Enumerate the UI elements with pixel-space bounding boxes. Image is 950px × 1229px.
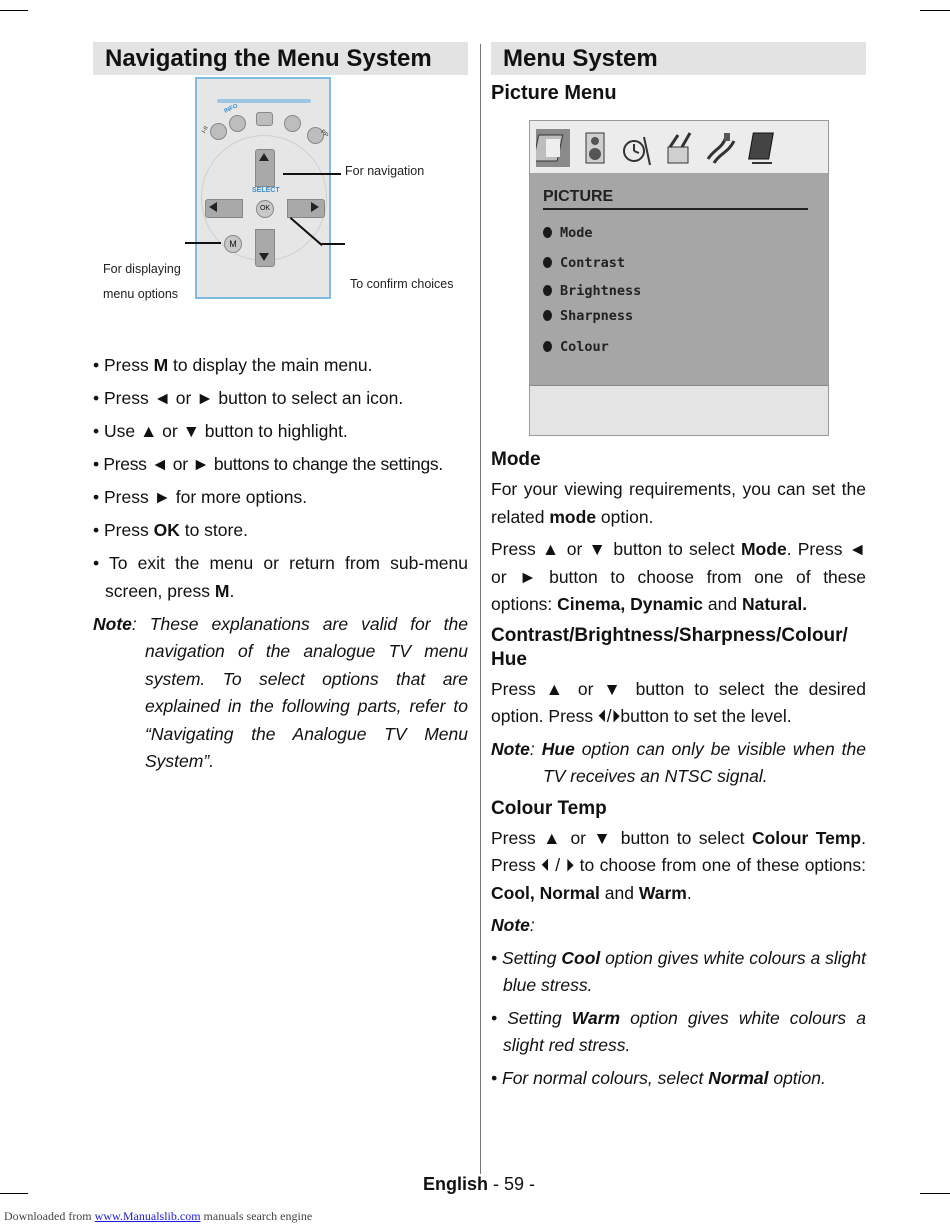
right-button	[287, 199, 325, 218]
right-arrow-icon	[311, 202, 319, 212]
callout-confirm: To confirm choices	[350, 277, 454, 291]
left-arrow-icon	[209, 202, 217, 212]
leader-line	[283, 173, 341, 175]
menu-item-contrast: Contrast	[543, 255, 625, 271]
colour-temp-heading: Colour Temp	[491, 797, 607, 819]
menu-panel	[530, 173, 828, 386]
select-label: SELECT	[252, 187, 280, 194]
down-button	[255, 229, 275, 267]
footer-language: English	[423, 1174, 489, 1194]
crop-mark	[0, 10, 28, 11]
list-item: • Press OK to store.	[93, 520, 248, 540]
note: Note: These explanations are valid for the navigation of the analogue TV menu system. To select options that are explained in the following parts, refer to “Navigating the Analogue TV Menu System”.	[93, 613, 468, 771]
manualslib-link[interactable]: www.Manualslib.com	[94, 1209, 201, 1223]
mode-description: For your viewing requirements, you can set the related mode option.	[491, 479, 866, 527]
list-item: • Use ▲ or ▼ button to highlight.	[93, 421, 348, 441]
menu-item-mode: Mode	[543, 225, 593, 241]
list-item: • Press ► for more options.	[93, 487, 308, 507]
right-column	[491, 42, 866, 1097]
instruction-list	[93, 352, 468, 605]
leader-line	[185, 242, 221, 244]
list-item: • Press M to display the main menu.	[93, 355, 373, 375]
remote-diagram	[93, 77, 468, 347]
picture-menu-screenshot	[529, 120, 829, 436]
tools-icon	[662, 129, 696, 167]
left-column	[93, 42, 468, 776]
list-item: • Press ◄ or ► button to select an icon.	[93, 388, 404, 408]
clock-icon	[620, 129, 654, 167]
connection-icon	[704, 129, 738, 167]
column-divider	[480, 44, 481, 1174]
leader-line	[321, 243, 345, 245]
callout-display-1: For displaying	[103, 262, 181, 276]
section-title: Menu System	[491, 42, 866, 75]
contrast-heading: Contrast/Brightness/Sharpness/Colour/ Hue	[491, 624, 848, 670]
aspect-button	[284, 115, 301, 132]
picture-menu-heading: Picture Menu	[491, 82, 617, 104]
up-arrow-icon	[259, 153, 269, 161]
pp-label: PP	[319, 129, 329, 139]
list-item: • Setting Warm option gives white colours a slight red stress.	[491, 1007, 866, 1055]
tv-button	[256, 112, 273, 126]
m-button: M	[224, 235, 242, 253]
menu-title: PICTURE	[543, 188, 614, 205]
crop-mark	[0, 1193, 28, 1194]
info-button	[229, 115, 246, 132]
i-ii-button	[210, 123, 227, 140]
i-ii-label: I-II	[201, 125, 210, 135]
contrast-instructions: Press ▲ or ▼ button to select the desired option. Press ⏴/⏵button to set the level.	[491, 678, 866, 726]
info-label: INFO	[223, 103, 239, 115]
list-item: • Setting Cool option gives white colours a slight blue stress.	[491, 947, 866, 995]
hue-note: Note: Hue option can only be visible when the TV receives an NTSC signal.	[491, 738, 866, 786]
page-number: - 59 -	[488, 1174, 536, 1194]
callout-display-2: menu options	[103, 287, 179, 301]
section-title: Navigating the Menu System	[93, 42, 468, 75]
picture-icon	[536, 129, 570, 167]
ok-button: OK	[256, 200, 274, 218]
crop-mark	[920, 10, 950, 11]
source-icon	[746, 129, 780, 167]
menu-item-sharpness: Sharpness	[543, 308, 633, 324]
list-item: • Press ◄ or ► buttons to change the settings.	[93, 454, 443, 474]
crop-mark	[920, 1193, 950, 1194]
list-item: • For normal colours, select Normal option.	[491, 1067, 826, 1088]
page-footer	[423, 1174, 535, 1195]
list-item: • To exit the menu or return from sub-menu screen, press M.	[93, 553, 468, 601]
colour-temp-instructions: Press ▲ or ▼ button to select Colour Temp. Press ⏴ / ⏵ to choose from one of these options: Cool, Normal and Warm.	[491, 827, 866, 903]
menu-icon-bar	[530, 121, 828, 174]
download-notice: Downloaded from www.Manualslib.com manuals search engine	[4, 1209, 313, 1223]
menu-item-colour: Colour	[543, 339, 609, 355]
mode-instructions: Press ▲ or ▼ button to select Mode. Press ◄ or ► button to choose from one of these options: Cinema, Dynamic and Natural.	[491, 539, 867, 614]
down-arrow-icon	[259, 253, 269, 261]
speaker-icon	[578, 129, 612, 167]
menu-item-brightness: Brightness	[543, 283, 641, 299]
callout-navigation: For navigation	[345, 164, 425, 178]
mode-heading: Mode	[491, 449, 541, 470]
remote-control-image	[195, 77, 331, 299]
colour-temp-note-label: Note:	[491, 915, 535, 935]
